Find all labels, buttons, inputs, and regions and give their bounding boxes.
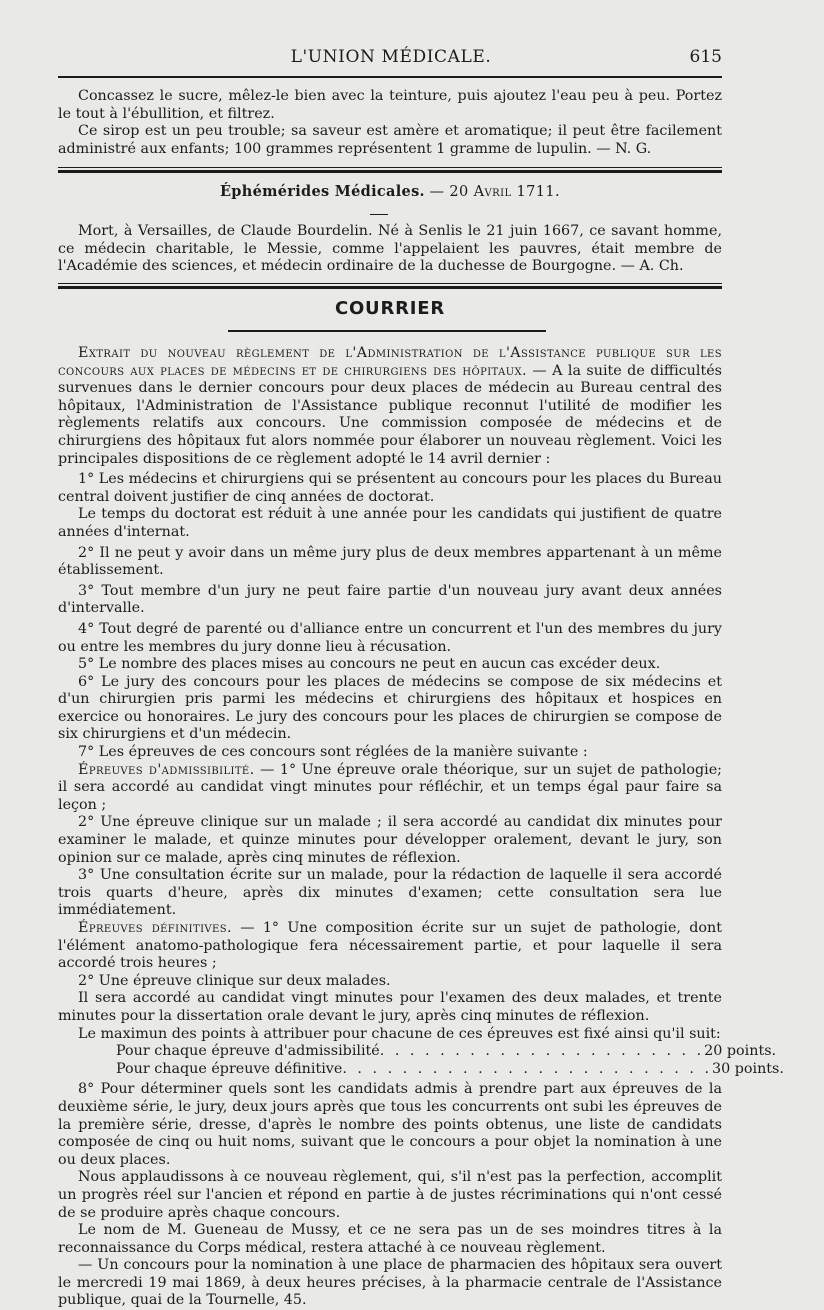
admissibility-heading: Épreuves d'admissibilité.	[78, 761, 255, 778]
admissibility-item-1: — 1° Une épreuve orale théorique, sur un sujet de pathologie; il sera accordé au candidat vingt minutes pour réfléchir, et un temps égal paur faire sa leçon ;	[58, 761, 722, 813]
extrait-paragraph	[58, 345, 722, 468]
maximum-points-intro: Le maximun des points à attribuer pour chacune de ces épreuves est fixé ainsi qu'il suit:	[78, 1025, 721, 1042]
points-label: Pour chaque épreuve d'admissibilité	[116, 1043, 380, 1060]
ephemerides-heading	[58, 183, 722, 200]
article-2: 2° Il ne peut y avoir dans un même jury plus de deux membres appartenant à un même établissement.	[58, 544, 722, 579]
header-rule	[58, 76, 722, 78]
section-rule-bottom	[58, 170, 722, 173]
courrier-title: COURRIER	[334, 298, 446, 319]
courrier-body	[58, 345, 784, 1310]
running-header	[60, 44, 722, 72]
definitive-paragraph	[58, 920, 722, 973]
points-row-definitive	[58, 1060, 784, 1079]
section-rule-top	[58, 167, 722, 168]
article-6: 6° Le jury des concours pour les places de médecins se compose de six médecins et d'un chirurgien pris parmi les médecins et chirurgiens des hôpitaux et hospices en exercice ou honoraires. Le jury des concours pour les places de chirurgien se compose de six chirurgiens et d'un médecin.	[58, 673, 722, 743]
admissibility-paragraph	[58, 762, 722, 815]
courrier-heading-block	[58, 298, 722, 319]
article-1: 1° Les médecins et chirurgiens qui se présentent au concours pour les places du Bureau central doivent justifier de cinq années de doctorat.	[58, 471, 722, 505]
admissibility-item-2: 2° Une épreuve clinique sur un malade ; il sera accordé au candidat dix minutes pour examiner le malade, et quinze minutes pour développer oralement, devant le jury, son opinion sur ce malade, après cinq minutes de réflexion.	[58, 814, 722, 866]
ephemerides-body-block	[58, 223, 722, 276]
extrait-heading: Extrait du nouveau règlement de l'Administration de l'Assistance publique sur les concours aux places de médecins et de chirurgiens des hôpitaux.	[58, 345, 722, 379]
extrait-text: — A la suite de difficultés survenues dans le dernier concours pour deux places de médecin au Bureau central des hôpitaux, l'Administration de l'Assistance publique reconnut l'utilité de modifier les règlements relatifs aux concours. Une commission composée de médecins et de chirurgiens des hôpitaux fut alors nommée pour élaborer un nouveau règlement. Voici les principales dispositions de ce règlement adopté le 14 avril dernier :	[58, 362, 722, 467]
intro-section	[58, 88, 722, 158]
article-7: 7° Les épreuves de ces concours sont réglées de la manière suivante :	[78, 744, 588, 761]
page-number: 615	[689, 47, 722, 67]
definitive-item-2: 2° Une épreuve clinique sur deux malades.	[78, 972, 391, 989]
points-value: 30 points.	[712, 1060, 784, 1077]
gueneau-paragraph: Le nom de M. Gueneau de Mussy, et ce ne sera pas un de ses moindres titres à la reconnaissance du Corps médical, restera attaché à ce nouveau règlement.	[58, 1222, 722, 1256]
courrier-underline	[228, 330, 546, 332]
article-8: 8° Pour déterminer quels sont les candidats admis à prendre part aux épreuves de la deuxième série, le jury, deux jours après que tous les concurrents ont subi les épreuves de la première série, dresse, d'après le nombre des points obtenus, une liste de candidats composée de cinq ou huit noms, suivant que le concours a pour objet la nomination à une ou deux places.	[58, 1081, 722, 1168]
article-4: 4° Tout degré de parenté ou d'alliance entre un concurrent et l'un des membres du jury ou entre les membres du jury donne lieu à récusation.	[58, 620, 722, 655]
definitive-item-3: Il sera accordé au candidat vingt minutes pour l'examen des deux malades, et trente minutes pour la dissertation orale devant le jury, après cinq minutes de réflexion.	[58, 990, 722, 1024]
points-row-admissibility	[58, 1043, 777, 1061]
admissibility-item-3: 3° Une consultation écrite sur un malade, pour la rédaction de laquelle il sera accordé trois quarts d'heure, après dix minutes d'examen; cette consultation sera lue immédiatement.	[58, 867, 722, 919]
definitive-heading: Épreuves définitives.	[78, 920, 232, 936]
points-leader: . . . . . . . . . . . . . . . . . . . . . .	[379, 1043, 705, 1060]
article-3: 3° Tout membre d'un jury ne peut faire partie d'un nouveau jury avant deux années d'intervalle.	[58, 582, 722, 617]
points-value: 20 points.	[704, 1043, 777, 1060]
article-1-note: Le temps du doctorat est réduit à une année pour les candidats qui justifient de quatre années d'internat.	[58, 506, 722, 540]
applause-paragraph: Nous applaudissons à ce nouveau règlement, qui, s'il n'est pas la perfection, accomplit un progrès réel sur l'ancien et répond en partie à de justes récriminations qui n'ont cessé de se produire après chaque concours.	[58, 1169, 722, 1221]
definitive-item-1: — 1° Une composition écrite sur un sujet de pathologie, dont l'élément anatomo-pathologique fera nécessairement partie, et pour laquelle il sera accordé trois heures ;	[58, 920, 722, 972]
ephemerides-section	[58, 183, 722, 200]
ephemerides-title: Éphémérides Médicales.	[219, 183, 425, 200]
intro-paragraph-2: Ce sirop est un peu trouble; sa saveur est amère et aromatique; il peut être facilement administré aux enfants; 100 grammes représentent 1 gramme de lupulin. — N. G.	[58, 123, 722, 157]
points-label: Pour chaque épreuve définitive	[116, 1060, 343, 1077]
courrier-rule-top	[58, 283, 722, 284]
ephemerides-body: Mort, à Versailles, de Claude Bourdelin. Né à Senlis le 21 juin 1667, ce savant homme, ce médecin charitable, le Messie, comme l'appelaient les pauvres, était membre de l'Académie des sciences, et médecin ordinaire de la duchesse de Bourgogne. — A. Ch.	[58, 223, 722, 275]
ephemerides-dash	[370, 214, 388, 215]
pharmacy-competition-paragraph: — Un concours pour la nomination à une place de pharmacien des hôpitaux sera ouvert le mercredi 19 mai 1869, à deux heures précises, à la pharmacie centrale de l'Assistance publique, quai de la Tournelle, 45.	[58, 1257, 722, 1309]
courrier-rule-bottom	[58, 286, 722, 289]
intro-paragraph-1: Concassez le sucre, mêlez-le bien avec la teinture, puis ajoutez l'eau peu à peu. Portez le tout à l'ébullition, et filtrez.	[58, 88, 722, 122]
article-5: 5° Le nombre des places mises au concours ne peut en aucun cas excéder deux.	[78, 656, 661, 673]
points-leader: . . . . . . . . . . . . . . . . . . . . . . . . .	[342, 1060, 713, 1077]
ephemerides-date: — 20 Avril 1711.	[429, 184, 561, 200]
journal-title: L'UNION MÉDICALE.	[290, 47, 492, 67]
